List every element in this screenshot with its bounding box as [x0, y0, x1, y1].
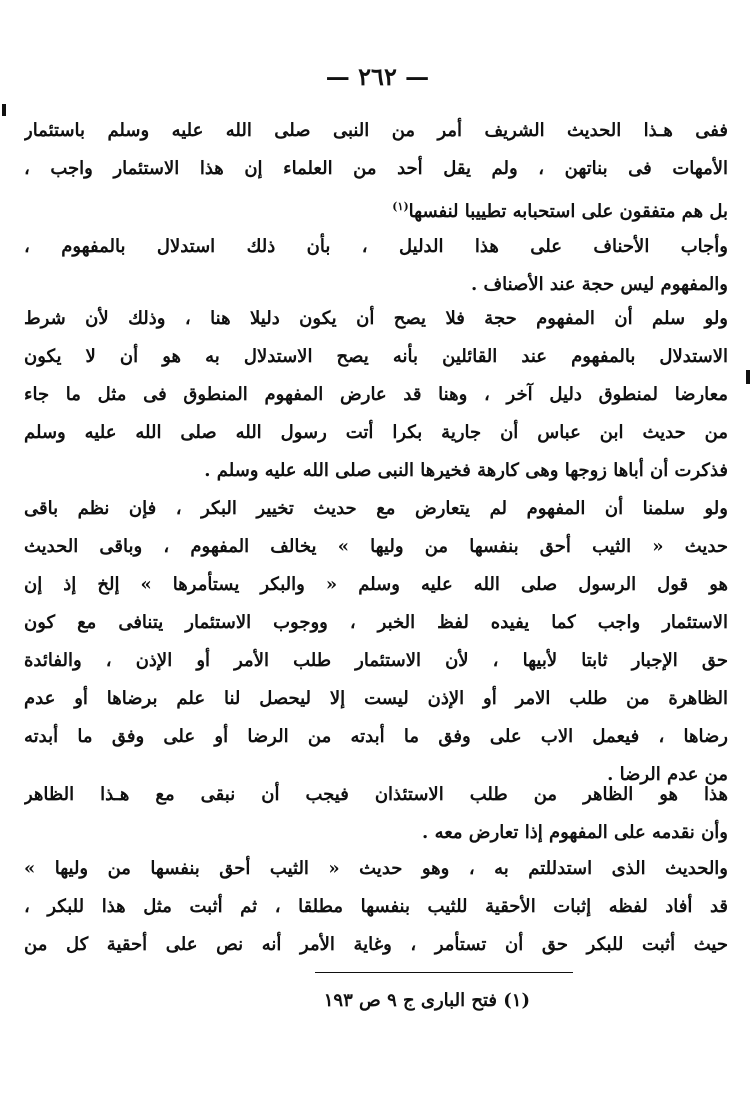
text-line: وأن نقدمه على المفهوم إذا تعارض معه . — [422, 822, 728, 843]
margin-mark-middle — [746, 370, 750, 384]
paragraph-1 — [24, 112, 728, 226]
text-line: والمفهوم ليس حجة عند الأصناف . — [470, 274, 728, 295]
margin-mark-top — [2, 104, 6, 116]
text-line: من حديث ابن عباس أن جارية بكرا أتت رسول الله صلى الله عليه وسلم — [24, 422, 728, 443]
paragraph-3 — [24, 300, 728, 490]
paragraph-6 — [24, 850, 728, 964]
text-line-content: بل هم متفقون على استحبابه تطييبا لنفسها — [408, 201, 728, 222]
text-line: قد أفاد لفظه إثبات الأحقية للثيب بنفسها مطلقا ، ثم أثبت مثل هذا للبكر ، — [24, 896, 728, 917]
page-number: — ٢٦٢ — — [325, 62, 430, 91]
text-line: الظاهرة من طلب الامر أو الإذن ليست إلا ليحصل لنا علم برضاها أو عدم — [24, 688, 728, 709]
text-line: هو قول الرسول صلى الله عليه وسلم « والبكر يستأمرها » إلخ إذ إن — [24, 574, 728, 595]
footnote: (١) فتح البارى ج ٩ ص ١٩٣ — [323, 990, 530, 1011]
text-line: وأجاب الأحناف على هذا الدليل ، بأن ذلك استدلال بالمفهوم ، — [24, 236, 728, 257]
text-line — [24, 188, 728, 226]
text-line: ولو سلمنا أن المفهوم لم يتعارض مع حديث تخيير البكر ، فإن نظم باقى — [24, 498, 728, 519]
paragraph-4 — [24, 490, 728, 794]
text-line: فذكرت أن أباها زوجها وهى كارهة فخيرها النبى صلى الله عليه وسلم . — [204, 460, 728, 481]
text-line: الاستئمار واجب كما يفيده لفظ الخبر ، ووجوب الاستئمار يتنافى مع كون — [24, 612, 728, 633]
text-line: والحديث الذى استدللتم به ، وهو حديث « الثيب أحق بنفسها من وليها » — [24, 858, 728, 879]
paragraph-2 — [24, 228, 728, 304]
footnote-divider — [315, 972, 573, 973]
text-line: حيث أثبت للبكر حق أن تستأمر ، وغاية الأمر أنه نص على أحقية كل من — [24, 934, 728, 955]
paragraph-5 — [24, 776, 728, 852]
text-line: رضاها ، فيعمل الاب على وفق ما أبدته من الرضا أو على وفق ما أبدته — [24, 726, 728, 747]
text-line: من عدم الرضا . — [607, 764, 728, 785]
text-line: ففى هـذا الحديث الشريف أمر من النبى صلى الله عليه وسلم باستئمار — [24, 120, 728, 141]
text-line: حق الإجبار ثابتا لأبيها ، لأن الاستئمار طلب الأمر أو الإذن ، والفائدة — [24, 650, 728, 671]
text-line: معارضا لمنطوق دليل آخر ، وهنا قد عارض المفهوم المنطوق فى مثل ما جاء — [24, 384, 728, 405]
text-line: هذا هو الظاهر من طلب الاستئذان فيجب أن نبقى مع هـذا الظاهر — [24, 784, 728, 805]
text-line: الاستدلال بالمفهوم عند القائلين بأنه يصح الاستدلال به هو أن لا يكون — [24, 346, 728, 367]
text-line: الأمهات فى بناتهن ، ولم يقل أحد من العلماء إن هذا الاستئمار واجب ، — [24, 158, 728, 179]
text-line: ولو سلم أن المفهوم حجة فلا يصح أن يكون دليلا هنا ، وذلك لأن شرط — [24, 308, 728, 329]
footnote-reference: (١) — [392, 200, 409, 213]
text-line: حديث « الثيب أحق بنفسها من وليها » يخالف المفهوم ، وباقى الحديث — [24, 536, 728, 557]
